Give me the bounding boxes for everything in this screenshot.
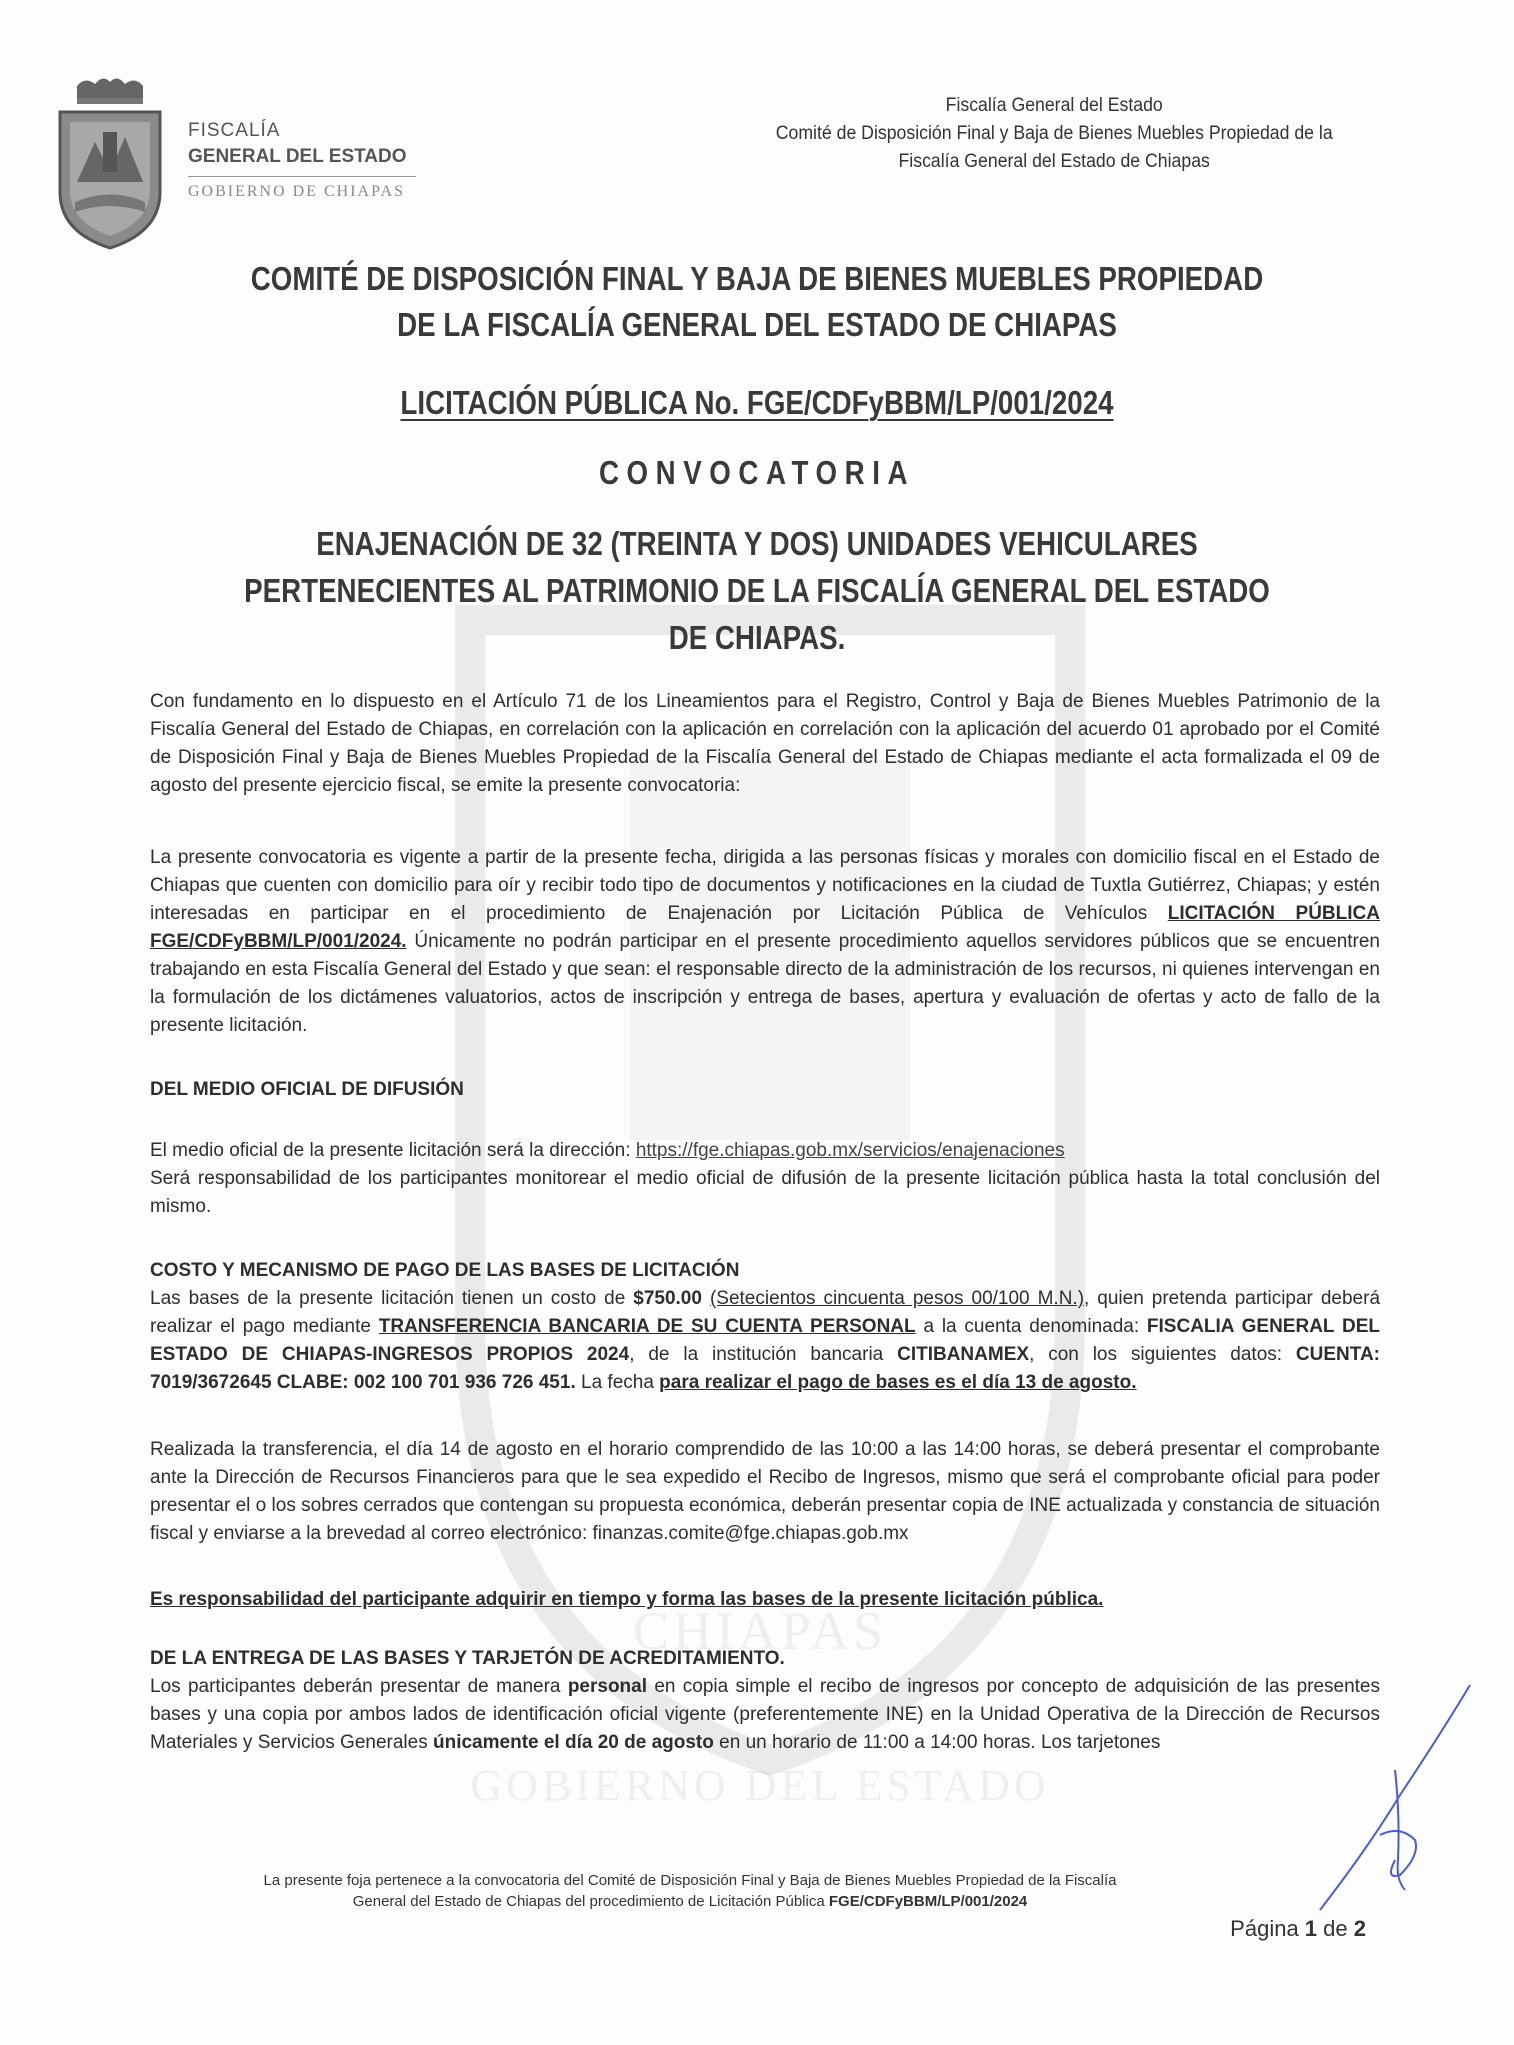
enajenacion-line-1: ENAJENACIÓN DE 32 (TREINTA Y DOS) UNIDADES VEHICULARES — [316, 525, 1198, 562]
paragraph-costo — [150, 1285, 1380, 1397]
p3-text-b: Será responsabilidad de los participantes monitorear el medio oficial de difusión de la presente licitación pública hasta la total conclusión del mismo. — [150, 1168, 1380, 1217]
signature-icon — [1300, 1675, 1500, 1915]
footer-note — [190, 1870, 1190, 1912]
footer-licitacion-ref: FGE/CDFyBBM/LP/001/2024 — [828, 1893, 1028, 1910]
header-right-line-3: Fiscalía General del Estado de Chiapas — [898, 151, 1210, 172]
p4-3 — [702, 1288, 710, 1309]
p4-price: $750.00 — [633, 1288, 702, 1309]
page-label: Página — [1230, 1916, 1305, 1941]
header-right-line-1: Fiscalía General del Estado — [945, 95, 1163, 116]
p4-1: Las bases de la presente licitación tienen un costo de — [150, 1288, 634, 1309]
heading-entrega: DE LA ENTREGA DE LAS BASES Y TARJETÓN DE ACREDITAMIENTO. — [150, 1648, 785, 1669]
p7-1: Los participantes deberán presentar de manera — [150, 1676, 568, 1697]
footer-line-1: La presente foja pertenece a la convocatoria del Comité de Disposición Final y Baja de Bienes Muebles Propiedad de la Fiscalía — [263, 1872, 1117, 1889]
footer-line-2-a: General del Estado de Chiapas del procedimiento de Licitación Pública — [352, 1893, 829, 1910]
committee-title-line-1: COMITÉ DE DISPOSICIÓN FINAL Y BAJA DE BIENES MUEBLES PROPIEDAD — [250, 260, 1264, 297]
p4-transfer: TRANSFERENCIA BANCARIA DE SU CUENTA PERSONAL — [378, 1316, 916, 1337]
footer-line-2 — [190, 1891, 1190, 1912]
p4-13: La fecha — [575, 1372, 660, 1393]
paragraph-7-text — [150, 1673, 1380, 1757]
header-right — [719, 92, 1389, 176]
p4-price-words: (Setecientos cincuenta pesos 00/100 M.N.) — [709, 1288, 1085, 1309]
logo-divider — [188, 176, 416, 177]
paragraph-5-text: Realizada la transferencia, el día 14 de agosto en el horario comprendido de las 10:00 a las 14:00 horas, se deberá presentar el comprobante ante la Dirección de Recursos Financieros para que le sea expedido el Recibo de Ingresos, mismo que será el comprobante oficial para poder presentar el o los sobres cerrados que contengan su propuesta económica, deberán presentar copia de INE actualizada y constancia de situación fiscal y enviarse a la brevedad al correo electrónico: finanzas.comite@fge.chiapas.gob.mx — [150, 1439, 1380, 1544]
paragraph-medio-oficial — [150, 1137, 1380, 1221]
page-total: 2 — [1353, 1916, 1366, 1941]
header-right-line-2: Comité de Disposición Final y Baja de Bienes Muebles Propiedad de la — [775, 123, 1333, 144]
page-of: de — [1317, 1916, 1354, 1941]
p2-text-c: Únicamente no podrán participar en el presente procedimiento aquellos servidores públicos que se encuentren trabajando en esta Fiscalía General del Estado y que sean: el responsable directo de la administración de los recursos, ni quienes intervengan en la formulación de los dictámenes valuatorios, actos de inscripción y entrega de bases, apertura y evaluación de ofertas y acto de fallo de la presente licitación. — [150, 931, 1380, 1036]
watermark-text-2: GOBIERNO DEL ESTADO — [470, 1761, 1050, 1810]
committee-title — [214, 256, 1301, 348]
heading-medio-oficial: DEL MEDIO OFICIAL DE DIFUSIÓN — [150, 1079, 464, 1100]
paragraph-fundamento — [150, 688, 1380, 800]
convocatoria-title: CONVOCATORIA — [598, 454, 916, 491]
paragraph-4-text — [150, 1285, 1380, 1397]
heading-costo: COSTO Y MECANISMO DE PAGO DE LAS BASES DE LICITACIÓN — [150, 1260, 740, 1281]
chiapas-seal-icon — [55, 72, 165, 252]
difusion-link[interactable]: https://fge.chiapas.gob.mx/servicios/enajenaciones — [635, 1140, 1065, 1161]
page-current: 1 — [1304, 1916, 1318, 1941]
enajenacion-title — [214, 520, 1301, 661]
logo-line-1: FISCALÍA — [188, 120, 281, 141]
paragraph-responsabilidad: Es responsabilidad del participante adquirir en tiempo y forma las bases de la presente licitación pública. — [150, 1589, 1104, 1610]
p4-5: , quien pretenda participar deberá realizar el pago mediante — [150, 1288, 1381, 1337]
licitacion-number: LICITACIÓN PÚBLICA No. FGE/CDFyBBM/LP/001/2024 — [400, 384, 1114, 421]
paragraph-vigencia — [150, 844, 1380, 1040]
p7-date: únicamente el día 20 de agosto — [433, 1732, 714, 1753]
p4-11: , con los siguientes datos: — [1029, 1344, 1296, 1365]
p3-line-a — [150, 1137, 1380, 1165]
p7-5: en un horario de 11:00 a 14:00 horas. Los tarjetones — [713, 1732, 1161, 1753]
logo-line-2: GENERAL DEL ESTADO — [188, 146, 407, 167]
p7-personal: personal — [567, 1676, 648, 1697]
logo-text — [188, 120, 416, 201]
p4-account-name: FISCALIA GENERAL DEL ESTADO DE CHIAPAS-INGRESOS PROPIOS 2024 — [150, 1316, 1380, 1365]
committee-title-line-2: DE LA FISCALÍA GENERAL DEL ESTADO DE CHIAPAS — [397, 306, 1117, 343]
p3-text-a: El medio oficial de la presente licitación será la dirección: — [150, 1140, 636, 1161]
watermark-text: CHIAPAS — [632, 1601, 888, 1661]
p4-7: a la cuenta denominada: — [915, 1316, 1147, 1337]
p2-text-a: La presente convocatoria es vigente a partir de la presente fecha, dirigida a las personas físicas y morales con domicilio fiscal en el Estado de Chiapas que cuenten con domicilio para oír y recibir todo tipo de documentos y notificaciones en la ciudad de Tuxtla Gutiérrez, Chiapas; y estén interesadas en participar en el procedimiento de Enajenación por Licitación Pública de Vehículos — [150, 847, 1380, 924]
logo-line-3: GOBIERNO DE CHIAPAS — [188, 183, 405, 200]
paragraph-transferencia — [150, 1436, 1380, 1548]
paragraph-2-text — [150, 844, 1380, 1040]
enajenacion-line-3: DE CHIAPAS. — [668, 619, 846, 656]
p4-9: , de la institución bancaria — [629, 1344, 898, 1365]
enajenacion-line-2: PERTENECIENTES AL PATRIMONIO DE LA FISCALÍA GENERAL DEL ESTADO — [244, 572, 1270, 609]
paragraph-1-text: Con fundamento en lo dispuesto en el Artículo 71 de los Lineamientos para el Registro, Control y Baja de Bienes Muebles Patrimonio de la Fiscalía General del Estado de Chiapas, en correlación con la aplicación en correlación con la aplicación del acuerdo 01 aprobado por el Comité de Disposición Final y Baja de Bienes Muebles Propiedad de la Fiscalía General del Estado de Chiapas mediante el acta formalizada el 09 de agosto del presente ejercicio fiscal, se emite la presente convocatoria: — [150, 691, 1380, 796]
p4-bank: CITIBANAMEX — [897, 1344, 1030, 1365]
p4-payment-date: para realizar el pago de bases es el día 13 de agosto. — [659, 1372, 1137, 1393]
p4-account-numbers: CUENTA: 7019/3672645 CLABE: 002 100 701 936 726 451. — [150, 1344, 1381, 1393]
p7-3: en copia simple el recibo de ingresos por concepto de adquisición de las presentes bases y una copia por ambos lados de identificación oficial vigente (preferentemente INE) en la Unidad Operativa de la Dirección de Recursos Materiales y Servicios Generales — [150, 1676, 1381, 1753]
p2-licitacion-ref: LICITACIÓN PÚBLICA FGE/CDFyBBM/LP/001/2024. — [150, 903, 1380, 952]
paragraph-entrega — [150, 1673, 1380, 1757]
page-number — [1230, 1916, 1366, 1942]
